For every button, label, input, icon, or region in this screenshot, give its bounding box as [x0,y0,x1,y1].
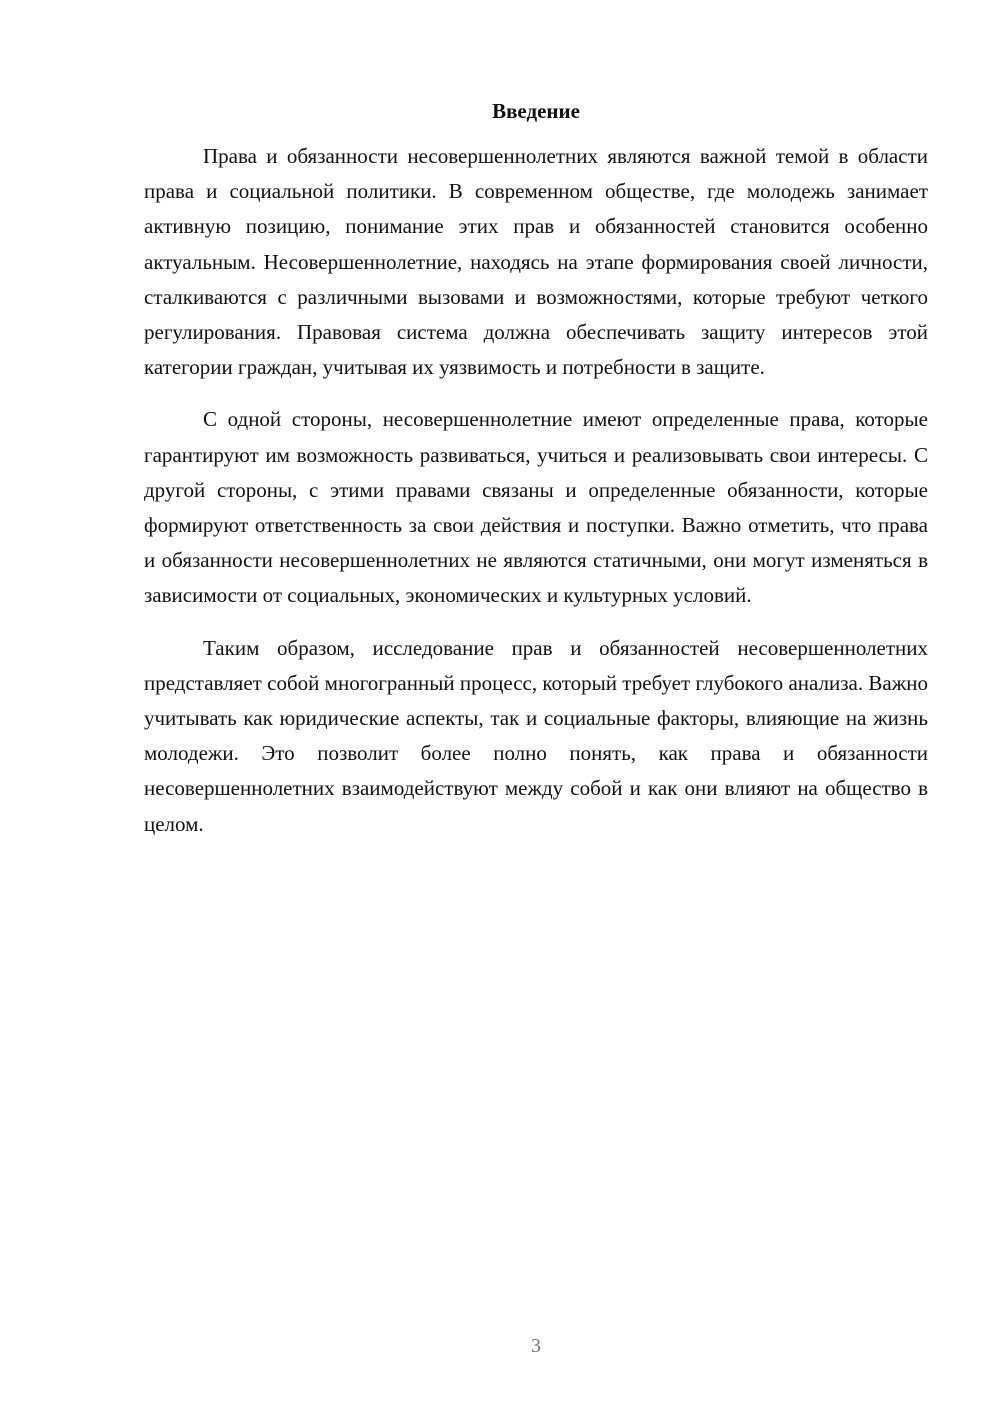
paragraph-rights-duties: С одной стороны, несовершеннолетние имеют определенные права, которые гарантируют им возможность развиваться, учиться и реализовывать свои интересы. С другой стороны, с этими правами связаны и определенные обязанности, которые формируют ответственность за свои действия и поступки. Важно отметить, что права и обязанности несовершеннолетних не являются статичными, они могут изменяться в зависимости от социальных, экономических и культурных условий. [144,407,928,608]
paragraph-conclusion: Таким образом, исследование прав и обязанностей несовершеннолетних представляет собой многогранный процесс, который требует глубокого анализа. Важно учитывать как юридические аспекты, так и социальные факторы, влияющие на жизнь молодежи. Это позволит более полно понять, как права и обязанности несовершеннолетних взаимодействуют между собой и как они влияют на общество в целом. [144,635,928,836]
paragraph-intro: Права и обязанности несовершеннолетних являются важной темой в области права и социальной политики. В современном обществе, где молодежь занимает активную позицию, понимание этих прав и обязанностей становится особенно актуальным. Несовершеннолетние, находясь на этапе формирования своей личности, сталкиваются с различными вызовами и возможностями, которые требуют четкого регулирования. Правовая система должна обеспечивать защиту интересов этой категории граждан, учитывая их уязвимость и потребности в защите. [144,144,928,380]
page-content [144,95,928,859]
section-title: Введение [492,99,580,123]
page-number: 3 [531,1335,541,1357]
